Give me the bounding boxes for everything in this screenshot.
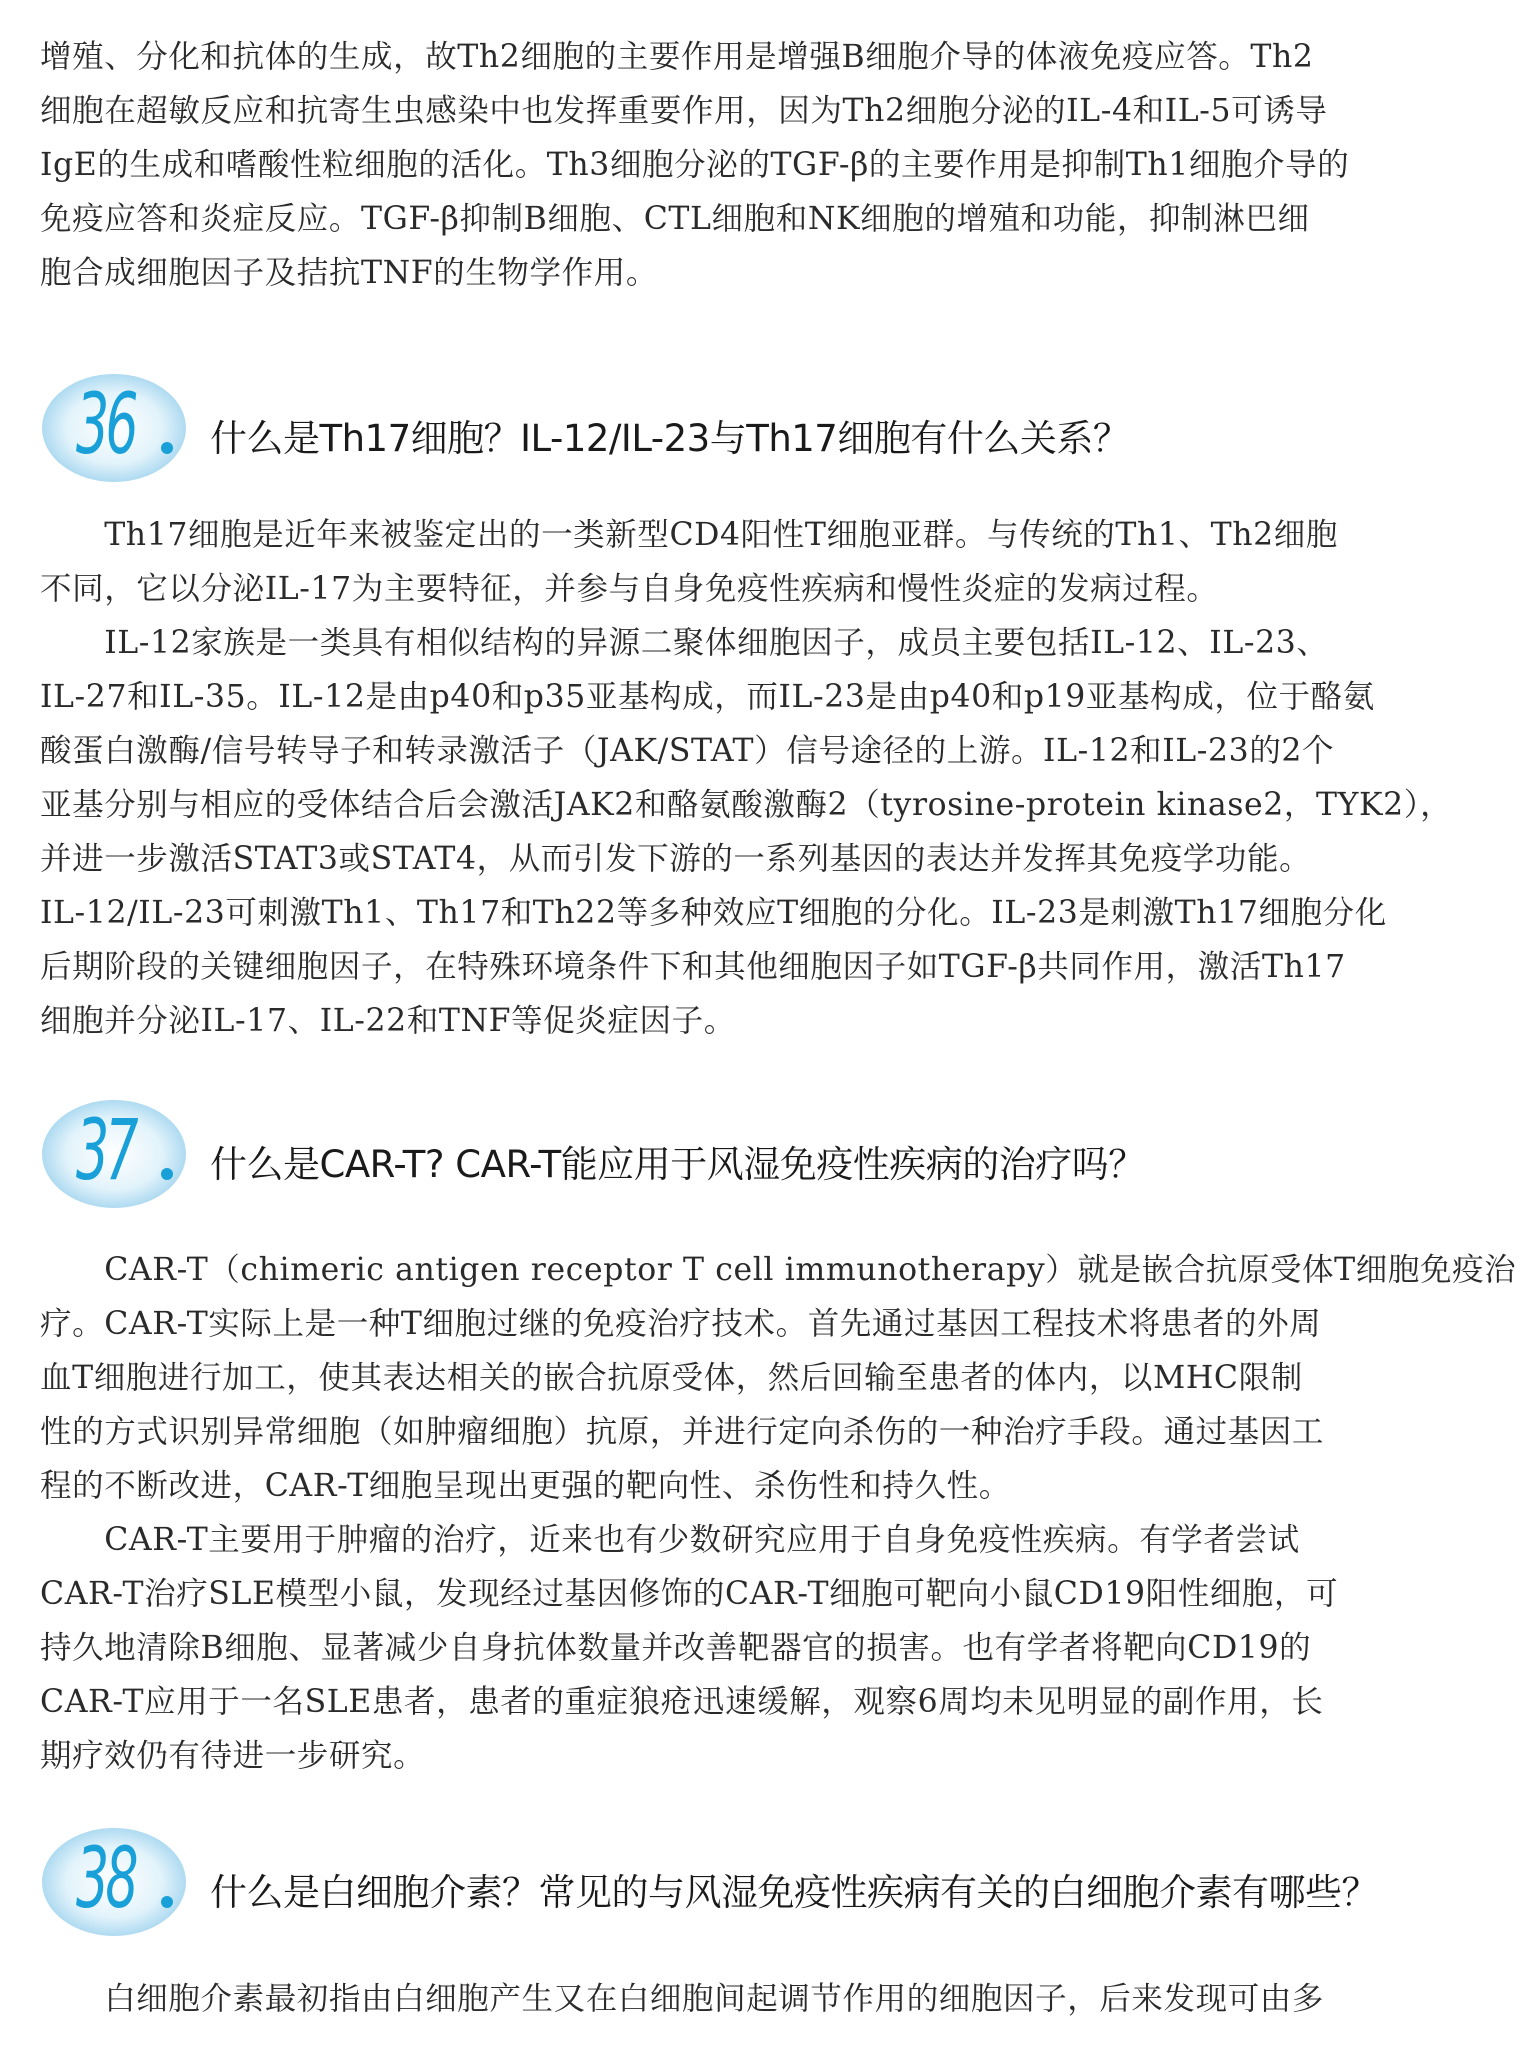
text-line: 免疫应答和炎症反应。TGF-β抑制B细胞、CTL细胞和NK细胞的增殖和功能，抑制淋巴细: [40, 201, 1310, 237]
text-line: 性的方式识别异常细胞（如肿瘤细胞）抗原，并进行定向杀伤的一种治疗手段。通过基因工: [40, 1414, 1325, 1450]
text-line: 血T细胞进行加工，使其表达相关的嵌合抗原受体，然后回输至患者的体内，以MHC限制: [40, 1360, 1303, 1396]
text-line: CAR-T主要用于肿瘤的治疗，近来也有少数研究应用于自身免疫性疾病。有学者尝试: [40, 1522, 1300, 1558]
text-line: IgE的生成和嗜酸性粒细胞的活化。Th3细胞分泌的TGF-β的主要作用是抑制Th1细胞介导的: [40, 147, 1350, 183]
text-line: 增殖、分化和抗体的生成，故Th2细胞的主要作用是增强B细胞介导的体液免疫应答。Th2: [40, 39, 1314, 75]
section-number-badge: [38, 368, 190, 486]
text-line: IL-12/IL-23可刺激Th1、Th17和Th22等多种效应T细胞的分化。IL-23是刺激Th17细胞分化: [40, 895, 1387, 931]
text-line: Th17细胞是近年来被鉴定出的一类新型CD4阳性T细胞亚群。与传统的Th1、Th2细胞: [40, 517, 1338, 553]
paragraph-interleukin: [40, 1972, 1450, 2026]
section-heading-37: [38, 1094, 1508, 1214]
text-line: 期疗效仍有待进一步研究。: [40, 1738, 426, 1774]
section-number-badge: [38, 1822, 190, 1940]
section-heading-38: [38, 1822, 1508, 1942]
paragraph-car-t: [40, 1243, 1517, 1783]
text-line: IL-27和IL-35。IL-12是由p40和p35亚基构成，而IL-23是由p40和p19亚基构成，位于酪氨: [40, 679, 1375, 715]
text-line: 持久地清除B细胞、显著减少自身抗体数量并改善靶器官的损害。也有学者将靶向CD19的: [40, 1630, 1312, 1666]
section-number: 38: [76, 1829, 135, 1927]
section-title: 什么是CAR-T? CAR-T能应用于风湿免疫性疾病的治疗吗？: [210, 1143, 1145, 1186]
number-dot: [161, 1168, 173, 1180]
text-line: CAR-T（chimeric antigen receptor T cell immunotherapy）就是嵌合抗原受体T细胞免疫治: [40, 1252, 1517, 1288]
text-line: 程的不断改进，CAR-T细胞呈现出更强的靶向性、杀伤性和持久性。: [40, 1468, 1011, 1504]
text-line: 酸蛋白激酶/信号转导子和转录激活子（JAK/STAT）信号途径的上游。IL-12和IL-23的2个: [40, 733, 1335, 769]
section-number: 36: [76, 375, 135, 473]
text-line: CAR-T治疗SLE模型小鼠，发现经过基因修饰的CAR-T细胞可靶向小鼠CD19阳性细胞，可: [40, 1576, 1339, 1612]
paragraph-intro: [40, 30, 1450, 300]
text-line: 胞合成细胞因子及拮抗TNF的生物学作用。: [40, 255, 658, 291]
section-title: 什么是白细胞介素？常见的与风湿免疫性疾病有关的白细胞介素有哪些？: [210, 1871, 1378, 1914]
text-line: 细胞在超敏反应和抗寄生虫感染中也发挥重要作用，因为Th2细胞分泌的IL-4和IL-5可诱导: [40, 93, 1328, 129]
text-line: 不同，它以分泌IL-17为主要特征，并参与自身免疫性疾病和慢性炎症的发病过程。: [40, 571, 1219, 607]
text-line: CAR-T应用于一名SLE患者，患者的重症狼疮迅速缓解，观察6周均未见明显的副作用，长: [40, 1684, 1324, 1720]
number-dot: [161, 442, 173, 454]
number-dot: [161, 1896, 173, 1908]
text-line: 并进一步激活STAT3或STAT4，从而引发下游的一系列基因的表达并发挥其免疫学功能。: [40, 841, 1312, 877]
paragraph-th17: [40, 508, 1453, 1048]
section-heading-36: [38, 368, 1508, 488]
text-line: IL-12家族是一类具有相似结构的异源二聚体细胞因子，成员主要包括IL-12、IL-23、: [40, 625, 1329, 661]
text-line: 疗。CAR-T实际上是一种T细胞过继的免疫治疗技术。首先通过基因工程技术将患者的外周: [40, 1306, 1322, 1342]
section-title: 什么是Th17细胞？IL-12/IL-23与Th17细胞有什么关系？: [210, 417, 1130, 460]
section-number-badge: [38, 1094, 190, 1212]
text-line: 亚基分别与相应的受体结合后会激活JAK2和酪氨酸激酶2（tyrosine-protein kinase2，TYK2），: [40, 787, 1453, 823]
text-line: 白细胞介素最初指由白细胞产生又在白细胞间起调节作用的细胞因子，后来发现可由多: [40, 1981, 1325, 2017]
text-line: 细胞并分泌IL-17、IL-22和TNF等促炎症因子。: [40, 1003, 736, 1039]
text-line: 后期阶段的关键细胞因子，在特殊环境条件下和其他细胞因子如TGF-β共同作用，激活Th17: [40, 949, 1346, 985]
section-number: 37: [76, 1101, 135, 1199]
